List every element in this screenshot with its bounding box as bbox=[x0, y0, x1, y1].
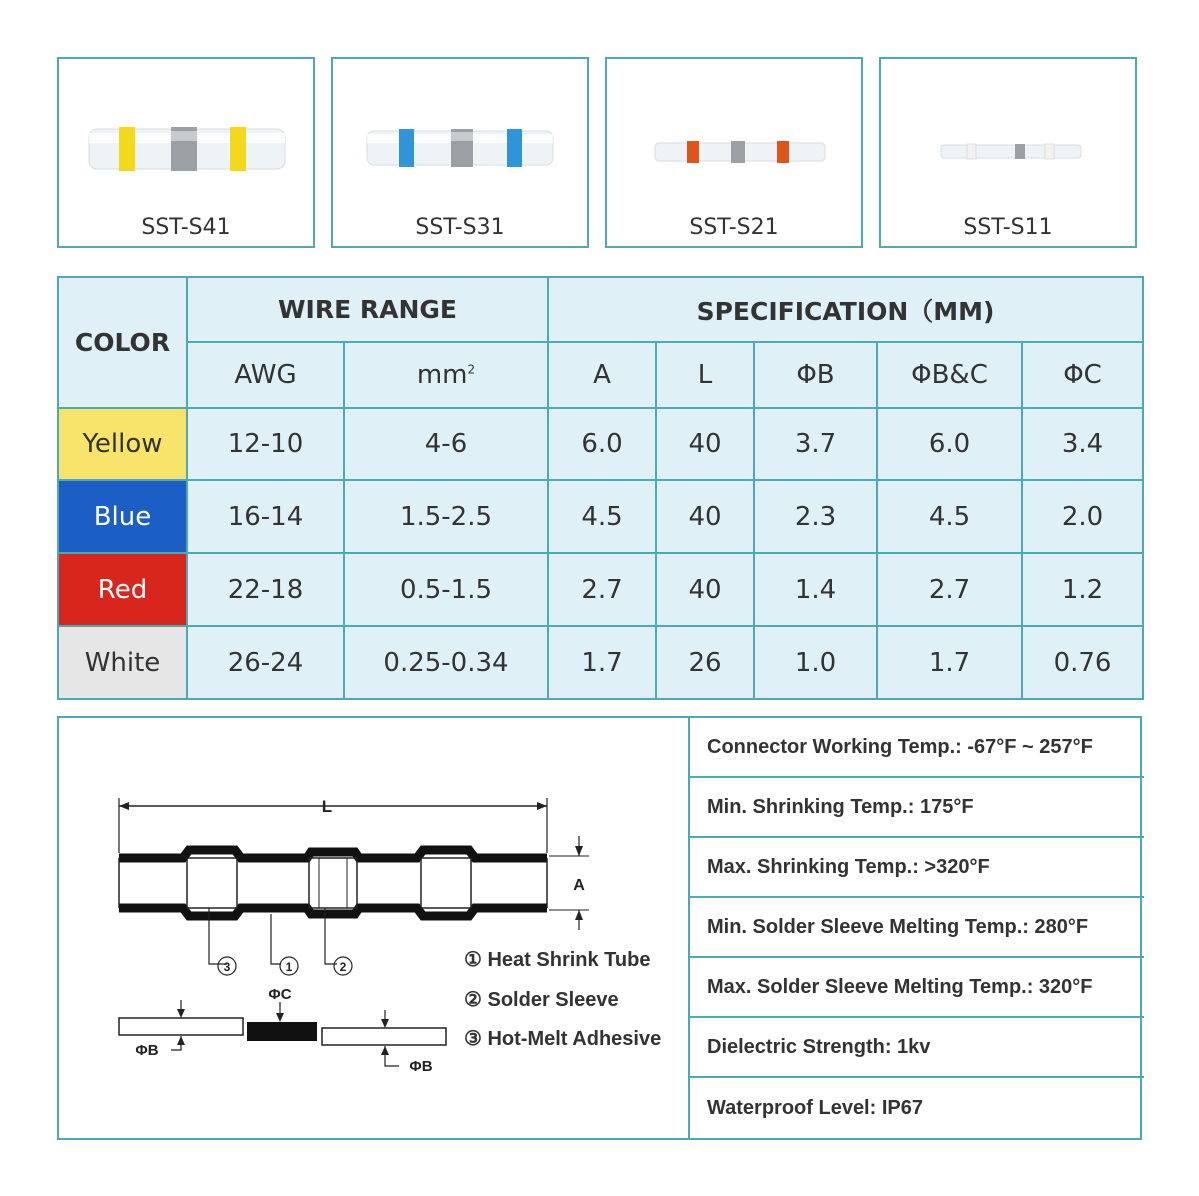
mm2-header: $mm^2$ bbox=[344, 342, 548, 408]
awg-cell: 12-10 bbox=[187, 408, 344, 480]
band bbox=[119, 127, 135, 171]
bc-cell: 2.7 bbox=[877, 553, 1022, 626]
product-model: SST-S41 bbox=[141, 215, 231, 240]
b-cell: 1.4 bbox=[754, 553, 877, 626]
label-phi-b-left: ΦB bbox=[135, 1042, 159, 1059]
mm2-cell: 0.5-1.5 bbox=[344, 553, 548, 626]
b-cell: 3.7 bbox=[754, 408, 877, 480]
product-card-s21 bbox=[605, 57, 863, 248]
property-max-solder-melting-temp: Max. Solder Sleeve Melting Temp.: 320°F bbox=[690, 958, 1144, 1018]
c-cell: 2.0 bbox=[1022, 480, 1143, 553]
color-cell-blue: Blue bbox=[58, 480, 187, 553]
spec-table bbox=[57, 276, 1144, 700]
label-phi-b-right: ΦB bbox=[409, 1058, 433, 1075]
l-cell: 40 bbox=[656, 553, 754, 626]
property-waterproof-level: Waterproof Level: IP67 bbox=[707, 1096, 923, 1119]
b-cell: 1.0 bbox=[754, 626, 877, 699]
a-header: A bbox=[548, 342, 656, 408]
wire-range-header: WIRE RANGE bbox=[187, 277, 548, 342]
label-a: A bbox=[573, 877, 585, 894]
l-header: L bbox=[656, 342, 754, 408]
bc-cell: 4.5 bbox=[877, 480, 1022, 553]
c-header: ΦC bbox=[1022, 342, 1143, 408]
mm2-cell: 1.5-2.5 bbox=[344, 480, 548, 553]
legend-heat-shrink-tube: ① Heat Shrink Tube bbox=[464, 949, 651, 971]
property-list bbox=[688, 718, 1144, 1138]
legend-solder-sleeve: ② Solder Sleeve bbox=[464, 989, 619, 1011]
table-row bbox=[58, 408, 1143, 480]
color-header: COLOR bbox=[58, 277, 187, 408]
product-model: SST-S21 bbox=[689, 215, 779, 240]
specification-header: SPECIFICATION（MM) bbox=[548, 277, 1143, 342]
color-cell-white: White bbox=[58, 626, 187, 699]
table-row bbox=[58, 553, 1143, 626]
property-min-shrinking-temp: Min. Shrinking Temp.: 175°F bbox=[690, 778, 1144, 838]
callout-3: 3 bbox=[223, 960, 231, 974]
property-dielectric-strength: Dielectric Strength: 1kv bbox=[690, 1018, 1144, 1078]
bc-cell: 6.0 bbox=[877, 408, 1022, 480]
a-cell: 4.5 bbox=[548, 480, 656, 553]
l-cell: 26 bbox=[656, 626, 754, 699]
l-cell: 40 bbox=[656, 408, 754, 480]
property-max-shrinking-temp: Max. Shrinking Temp.: >320°F bbox=[690, 838, 1144, 898]
b-cell: 2.3 bbox=[754, 480, 877, 553]
awg-cell: 22-18 bbox=[187, 553, 344, 626]
a-cell: 2.7 bbox=[548, 553, 656, 626]
callout-2: 2 bbox=[339, 960, 347, 974]
color-cell-yellow: Yellow bbox=[58, 408, 187, 480]
awg-cell: 26-24 bbox=[187, 626, 344, 699]
l-cell: 40 bbox=[656, 480, 754, 553]
c-cell: 3.4 bbox=[1022, 408, 1143, 480]
product-model: SST-S11 bbox=[963, 215, 1053, 240]
c-cell: 0.76 bbox=[1022, 626, 1143, 699]
legend-hot-melt-adhesive: ③ Hot-Melt Adhesive bbox=[464, 1028, 662, 1050]
info-panel bbox=[57, 716, 1142, 1140]
awg-cell: 16-14 bbox=[187, 480, 344, 553]
property-working-temp: Connector Working Temp.: -67°F ~ 257°F bbox=[690, 718, 1144, 778]
label-phi-c: ΦC bbox=[268, 986, 292, 1003]
callout-1: 1 bbox=[285, 960, 293, 974]
bc-cell: 1.7 bbox=[877, 626, 1022, 699]
dimension-drawing bbox=[59, 718, 688, 1138]
label-l: L bbox=[321, 797, 333, 816]
b-header: ΦB bbox=[754, 342, 877, 408]
property-min-solder-melting-temp: Min. Solder Sleeve Melting Temp.: 280°F bbox=[690, 898, 1144, 958]
mm2-cell: 0.25-0.34 bbox=[344, 626, 548, 699]
c-cell: 1.2 bbox=[1022, 553, 1143, 626]
table-row bbox=[58, 626, 1143, 699]
awg-header: AWG bbox=[187, 342, 344, 408]
bc-header: ΦB&C bbox=[877, 342, 1022, 408]
product-model: SST-S31 bbox=[415, 215, 505, 240]
table-row bbox=[58, 480, 1143, 553]
product-card-s41 bbox=[57, 57, 315, 248]
product-card-s31 bbox=[331, 57, 589, 248]
color-cell-red: Red bbox=[58, 553, 187, 626]
product-card-s11 bbox=[879, 57, 1137, 248]
a-cell: 1.7 bbox=[548, 626, 656, 699]
connector-diagram bbox=[59, 718, 688, 1138]
a-cell: 6.0 bbox=[548, 408, 656, 480]
mm2-cell: 4-6 bbox=[344, 408, 548, 480]
